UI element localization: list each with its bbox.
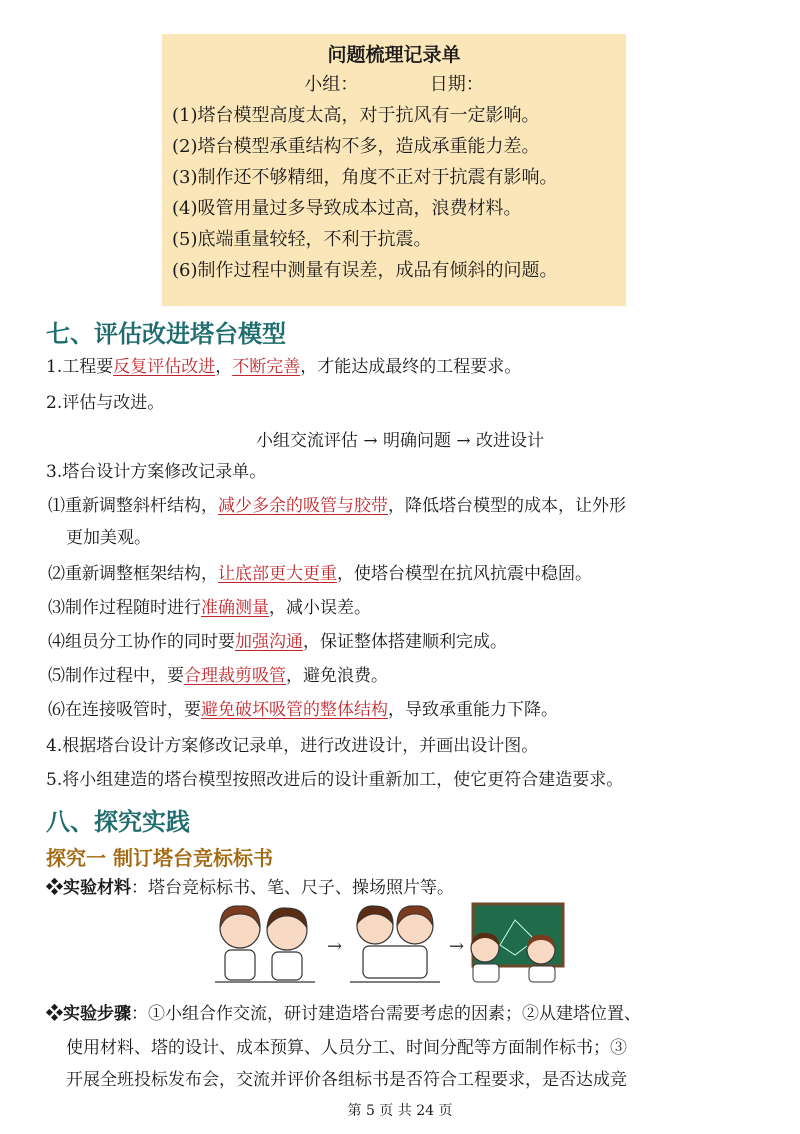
revision-item-3: [48, 596, 371, 620]
highlight-text: 不断完善: [232, 357, 301, 377]
text: ⑷组员分工协作的同时要: [48, 632, 235, 652]
text: ，: [215, 357, 233, 377]
note-item: (2)塔台模型承重结构不多，造成承重能力差。: [172, 136, 540, 157]
date-label: 日期：: [429, 74, 484, 95]
text: ，使塔台模型在抗风抗震中稳固。: [337, 564, 592, 584]
text: ⑸制作过程中，要: [48, 666, 184, 686]
sub-heading: 探究一 制订塔台竞标标书: [46, 846, 273, 870]
group-label: 小组：: [304, 74, 359, 95]
materials-text: ：塔台竞标标书、笔、尺子、操场照片等。: [131, 878, 454, 898]
text: ，避免浪费。: [286, 666, 388, 686]
evaluation-flow: 小组交流评估 → 明确问题 → 改进设计: [255, 431, 545, 451]
highlight-text: 合理裁剪吸管: [184, 666, 286, 686]
revision-item-1: [48, 494, 626, 518]
paragraph-1: [46, 355, 521, 379]
text: ⑶制作过程随时进行: [48, 598, 201, 618]
students-illustration: [215, 900, 565, 990]
steps-line-3: 开展全班投标发布会，交流并评价各组标书是否符合工程要求，是否达成竞: [66, 1070, 627, 1090]
paragraph-3: 3.塔台设计方案修改记录单。: [46, 462, 267, 482]
note-item: (3)制作还不够精细，角度不正对于抗震有影响。: [172, 167, 558, 188]
text: ，减小误差。: [269, 598, 371, 618]
materials-label: ❖实验材料: [46, 878, 131, 898]
text: 1.工程要: [46, 357, 114, 377]
text: ，保证整体搭建顺利完成。: [303, 632, 507, 652]
kids-group-1: [215, 906, 315, 982]
steps-text: ：①小组合作交流，研讨建造塔台需要考虑的因素；②从建塔位置、: [131, 1004, 641, 1024]
revision-item-4: [48, 630, 507, 654]
highlight-text: 准确测量: [201, 598, 269, 618]
text: ⑵重新调整框架结构，: [48, 564, 218, 584]
steps-line-1: [46, 1002, 641, 1026]
page-footer: 第 5 页 共 24 页: [347, 1103, 453, 1119]
note-item: (5)底端重量较轻，不利于抗震。: [172, 229, 432, 250]
kids-at-blackboard: [471, 904, 563, 982]
highlight-text: 加强沟通: [235, 632, 303, 652]
section7-heading: 七、评估改进塔台模型: [46, 320, 286, 348]
paragraph-4: 4.根据塔台设计方案修改记录单，进行改进设计，并画出设计图。: [46, 736, 539, 756]
paragraph-2: 2.评估与改进。: [46, 393, 165, 413]
revision-item-2: [48, 562, 592, 586]
section8-heading: 八、探究实践: [46, 808, 190, 836]
revision-item-1-cont: 更加美观。: [66, 528, 151, 548]
note-title: 问题梳理记录单: [327, 44, 461, 66]
arrow-icon: →: [449, 936, 465, 957]
problem-record-box: [162, 34, 626, 306]
paragraph-5: 5.将小组建造的塔台模型按照改进后的设计重新加工，使它更符合建造要求。: [46, 770, 624, 790]
steps-label: ❖实验步骤: [46, 1004, 131, 1024]
note-item: (6)制作过程中测量有误差，成品有倾斜的问题。: [172, 260, 558, 281]
steps-line-2: 使用材料、塔的设计、成本预算、人员分工、时间分配等方面制作标书；③: [66, 1038, 627, 1058]
note-item: (4)吸管用量过多导致成本过高，浪费材料。: [172, 198, 522, 219]
note-item: (1)塔台模型高度太高，对于抗风有一定影响。: [172, 105, 540, 126]
revision-item-5: [48, 664, 388, 688]
arrow-icon: →: [327, 936, 343, 957]
kids-group-2: [350, 906, 440, 982]
text: ，才能达成最终的工程要求。: [300, 357, 522, 377]
note-subline: [162, 70, 626, 100]
revision-item-6: [48, 698, 558, 722]
highlight-text: 减少多余的吸管与胶带: [218, 496, 388, 516]
text: ⑹在连接吸管时，要: [48, 700, 201, 720]
highlight-text: 让底部更大更重: [218, 564, 337, 584]
text: ，导致承重能力下降。: [388, 700, 558, 720]
highlight-text: 避免破坏吸管的整体结构: [201, 700, 388, 720]
text: ，降低塔台模型的成本，让外形: [388, 496, 626, 516]
materials-line: [46, 876, 454, 900]
highlight-text: 反复评估改进: [113, 357, 216, 377]
text: ⑴重新调整斜杆结构，: [48, 496, 218, 516]
